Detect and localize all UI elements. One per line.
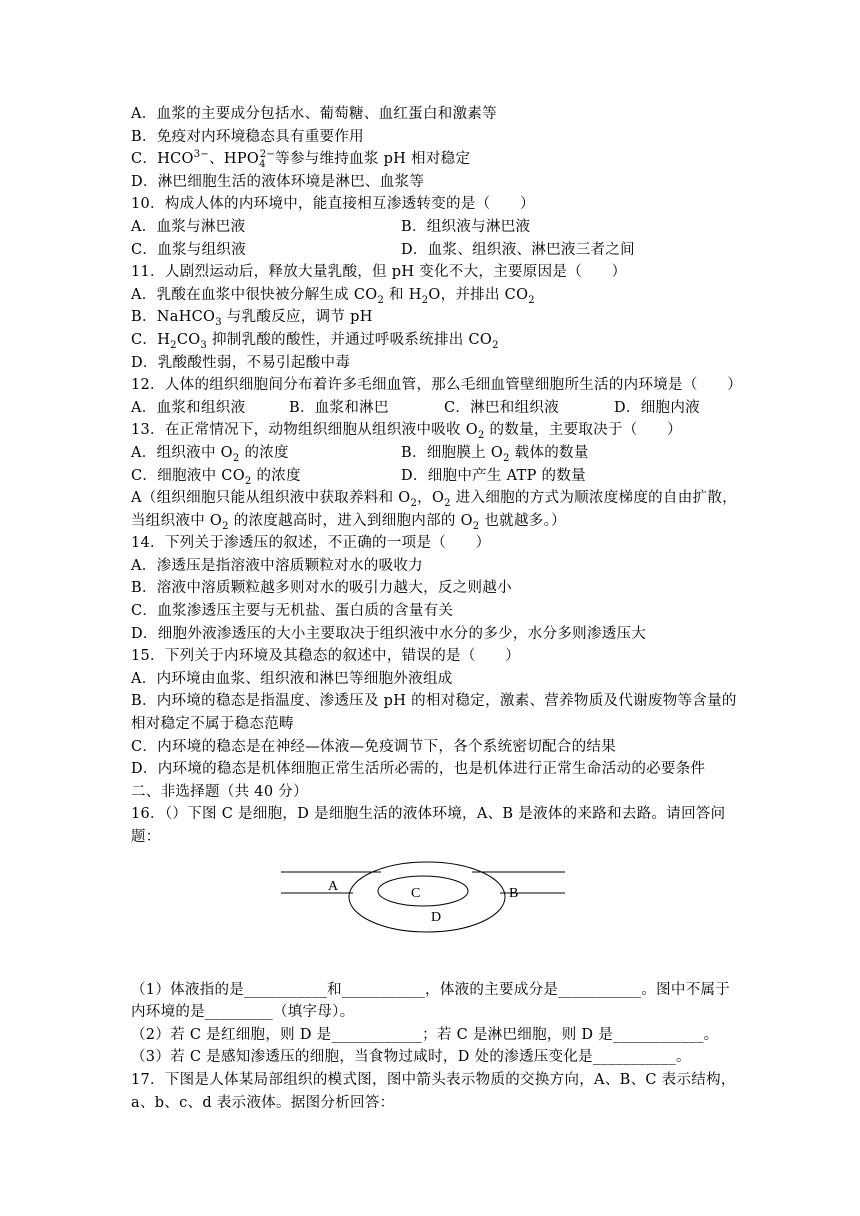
label-b: B	[509, 885, 519, 901]
q11-option-c: C．$H_2CO_3$ 抑制乳酸的酸性，并通过呼吸系统排出 $CO_2$	[131, 331, 499, 351]
q15-option-c: C．内环境的稳态是在神经—体液—免疫调节下，各个系统密切配合的结果	[131, 738, 616, 755]
q9-option-a: A．血浆的主要成分包括水、葡萄糖、血红蛋白和激素等	[131, 106, 497, 122]
q16-part-3: （3）若 C 是感知渗透压的细胞，当食物过咸时，D 处的渗透压变化是___________。	[131, 1049, 691, 1066]
q16-stem: 16．（）下图 C 是细胞，D 是细胞生活的液体环境，A、B 是液体的来路和去路。请回答问题：	[131, 806, 726, 845]
q13-option-a: A．组织液中 $O_2$ 的浓度	[131, 444, 289, 464]
q15-option-a: A．内环境由血浆、组织液和淋巴等细胞外液组成	[131, 670, 453, 687]
q10-stem: 10．构成人体的内环境中，能直接相互渗透转变的是（ ）	[131, 196, 535, 213]
q9-option-c: C．$HCO^{3-}$、$HPO_4^{2-}$等参与维持血浆 pH 相对稳定	[131, 149, 471, 171]
q14-option-b: B．溶液中溶质颗粒越多则对水的吸引力越大，反之则越小	[131, 580, 512, 597]
q13-option-b: B．细胞膜上 $O_2$ 载体的数量	[401, 444, 589, 464]
label-a: A	[328, 878, 339, 894]
q14-option-d: D．细胞外液渗透压的大小主要取决于组织液中水分的多少，水分多则渗透压大	[131, 625, 647, 642]
q12-stem: 12．人体的组织细胞间分布着许多毛细血管，那么毛细血管壁细胞所生活的内环境是（ ）	[131, 377, 743, 394]
q12-option-b: B．血浆和淋巴	[289, 399, 389, 416]
q10-option-d: D．血浆、组织液、淋巴液三者之间	[401, 241, 635, 258]
q12-option-d: D．细胞内液	[614, 399, 700, 416]
q9-option-d: D．淋巴细胞生活的液体环境是淋巴、血浆等	[131, 173, 425, 190]
q14-option-c: C．血浆渗透压主要与无机盐、蛋白质的含量有关	[131, 603, 454, 620]
vessel-cell-diagram	[131, 857, 743, 949]
q16-part-2: （2）若 C 是红细胞，则 D 是____________；若 C 是淋巴细胞，则 D 是____________。	[131, 1026, 719, 1043]
q13-option-d: D．细胞中产生 ATP 的数量	[401, 467, 586, 484]
q12-option-c: C．淋巴和组织液	[444, 399, 559, 416]
q16-figure	[131, 857, 743, 949]
cell-ellipse	[378, 876, 468, 906]
q12-option-a: A．血浆和组织液	[131, 399, 246, 416]
q10-option-c: C．血浆与组织液	[131, 241, 246, 258]
q16-part-1: （1）体液指的是___________和___________，体液的主要成分是___________。图中不属于内环境的是_________（填字母）。	[131, 981, 731, 1021]
question-page	[131, 103, 743, 1114]
label-c: C	[411, 885, 421, 901]
q12-options	[131, 397, 743, 420]
q15-option-b: B．内环境的稳态是指温度、渗透压及 pH 的相对稳定，激素、营养物质及代谢废物等含量的相对稳定不属于稳态范畴	[131, 693, 737, 733]
q9-option-b: B．免疫对内环境稳态具有重要作用	[131, 128, 364, 145]
q10-option-b: B．组织液与淋巴液	[401, 218, 531, 235]
q13-options-ab	[131, 442, 743, 465]
q14-option-a: A．渗透压是指溶液中溶质颗粒对水的吸收力	[131, 557, 423, 574]
q11-stem: 11．人剧烈运动后，释放大量乳酸，但 pH 变化不大，主要原因是（ ）	[131, 264, 627, 281]
label-d: D	[431, 909, 442, 925]
q14-stem: 14．下列关于渗透压的叙述，不正确的一项是（ ）	[131, 535, 491, 552]
q13-option-c: C．细胞液中 $CO_2$ 的浓度	[131, 467, 301, 487]
q17-stem: 17．下图是人体某局部组织的模式图，图中箭头表示物质的交换方向，A、B、C 表示结构，a、b、c、d 表示液体。据图分析回答：	[131, 1071, 736, 1111]
q15-option-d: D．内环境的稳态是机体细胞正常生活所必需的，也是机体进行正常生命活动的必要条件	[131, 761, 706, 778]
q11-option-a: A．乳酸在血浆中很快被分解生成 $CO_2$ 和 $H_2O$，并排出 $CO_2$	[131, 286, 535, 306]
q11-option-d: D．乳酸酸性弱，不易引起酸中毒	[131, 354, 351, 371]
section-2-heading: 二、非选择题（共 40 分）	[131, 783, 308, 800]
q13-stem: 13．在正常情况下，动物组织细胞从组织液中吸收 $O_2$ 的数量，主要取决于（ ）	[131, 422, 682, 442]
tissue-fluid-ellipse	[349, 862, 505, 932]
q13-options-cd	[131, 465, 743, 488]
q10-options-cd	[131, 239, 743, 262]
q10-options-ab	[131, 216, 743, 239]
q11-option-b: B．NaHCO$_3$ 与乳酸反应，调节 pH	[131, 309, 373, 329]
q13-answer: A（组织细胞只能从组织液中获取养料和 $O_2$，$O_2$ 进入细胞的方式为顺浓度梯度的自由扩散，当组织液中 $O_2$ 的浓度越高时，进入到细胞内部的 $O_2$ 也就越多。）	[131, 490, 737, 532]
q10-option-a: A．血浆与淋巴液	[131, 218, 246, 235]
q15-stem: 15．下列关于内环境及其稳态的叙述中，错误的是（ ）	[131, 648, 521, 665]
